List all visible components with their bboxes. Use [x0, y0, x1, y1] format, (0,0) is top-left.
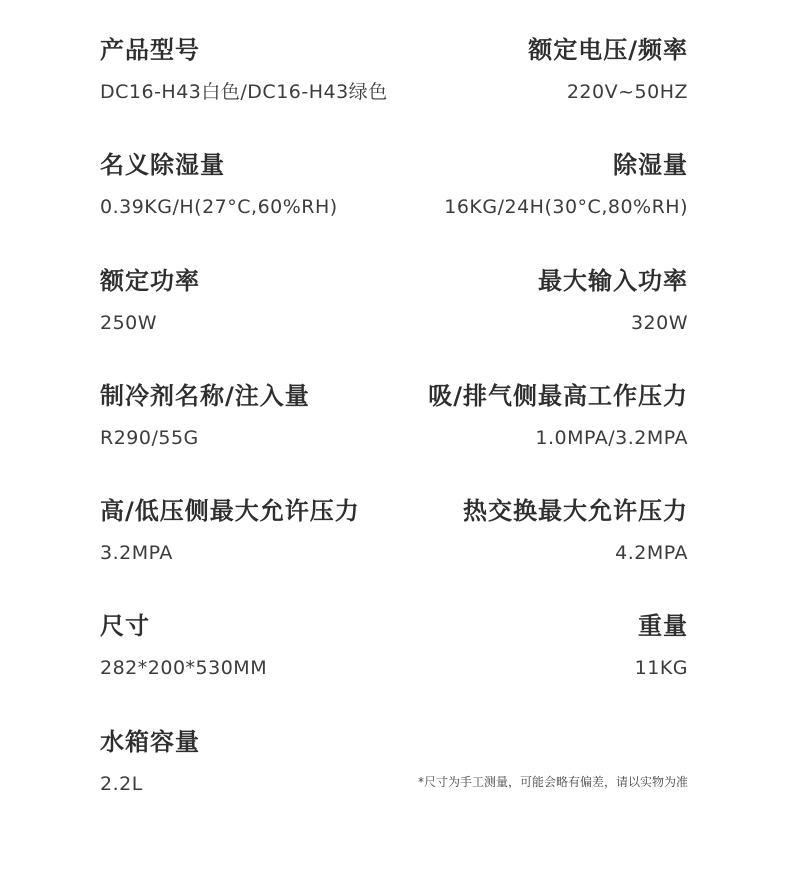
spec-label-rated-power: 额定功率	[100, 267, 200, 295]
spec-value-refrigerant: R290/55G	[100, 427, 199, 449]
spec-max-working-pressure	[328, 382, 688, 450]
spec-value-max-input-power: 320W	[630, 312, 688, 334]
spec-value-heat-exchanger-pressure: 4.2MPA	[615, 542, 688, 564]
spec-tank-capacity	[100, 728, 460, 796]
spec-row-refrigerant	[100, 382, 688, 462]
spec-weight	[328, 612, 688, 680]
spec-value-model: DC16-H43白色/DC16-H43绿色	[100, 81, 388, 103]
spec-rated-voltage-freq	[328, 36, 688, 104]
spec-label-nominal-dehumidification: 名义除湿量	[100, 151, 225, 179]
spec-value-weight: 11KG	[634, 657, 688, 679]
spec-label-refrigerant: 制冷剂名称/注入量	[100, 382, 310, 410]
spec-label-model: 产品型号	[100, 36, 200, 64]
spec-value-rated-power: 250W	[100, 312, 158, 334]
spec-value-max-working-pressure: 1.0MPA/3.2MPA	[535, 427, 688, 449]
spec-value-max-allowed-pressure-hl: 3.2MPA	[100, 542, 173, 564]
spec-row-size-weight	[100, 612, 688, 692]
spec-value-rated-voltage-freq: 220V~50HZ	[566, 81, 688, 103]
spec-value-dehumidification: 16KG/24H(30°C,80%RH)	[444, 196, 688, 218]
spec-row-power	[100, 267, 688, 347]
spec-row-model	[100, 36, 688, 116]
spec-label-max-allowed-pressure-hl: 高/低压侧最大允许压力	[100, 497, 360, 525]
spec-label-dehumidification: 除湿量	[613, 151, 688, 179]
spec-row-tank	[100, 728, 688, 808]
spec-row-dehumidification	[100, 151, 688, 231]
spec-row-pressure	[100, 497, 688, 577]
spec-dehumidification	[328, 151, 688, 219]
spec-label-tank-capacity: 水箱容量	[100, 728, 200, 756]
spec-label-weight: 重量	[638, 612, 688, 640]
spec-value-tank-capacity: 2.2L	[100, 773, 143, 795]
spec-heat-exchanger-pressure	[328, 497, 688, 565]
spec-label-max-input-power: 最大输入功率	[538, 267, 688, 295]
spec-label-heat-exchanger-pressure: 热交换最大允许压力	[463, 497, 688, 525]
spec-label-rated-voltage-freq: 额定电压/频率	[528, 36, 688, 64]
spec-max-input-power	[328, 267, 688, 335]
spec-label-dimensions: 尺寸	[100, 612, 150, 640]
spec-label-max-working-pressure: 吸/排气侧最高工作压力	[428, 382, 688, 410]
spec-value-nominal-dehumidification: 0.39KG/H(27°C,60%RH)	[100, 196, 338, 218]
spec-value-dimensions: 282*200*530MM	[100, 657, 268, 679]
footnote: *尺寸为手工测量，可能会略有偏差，请以实物为准	[417, 775, 688, 789]
